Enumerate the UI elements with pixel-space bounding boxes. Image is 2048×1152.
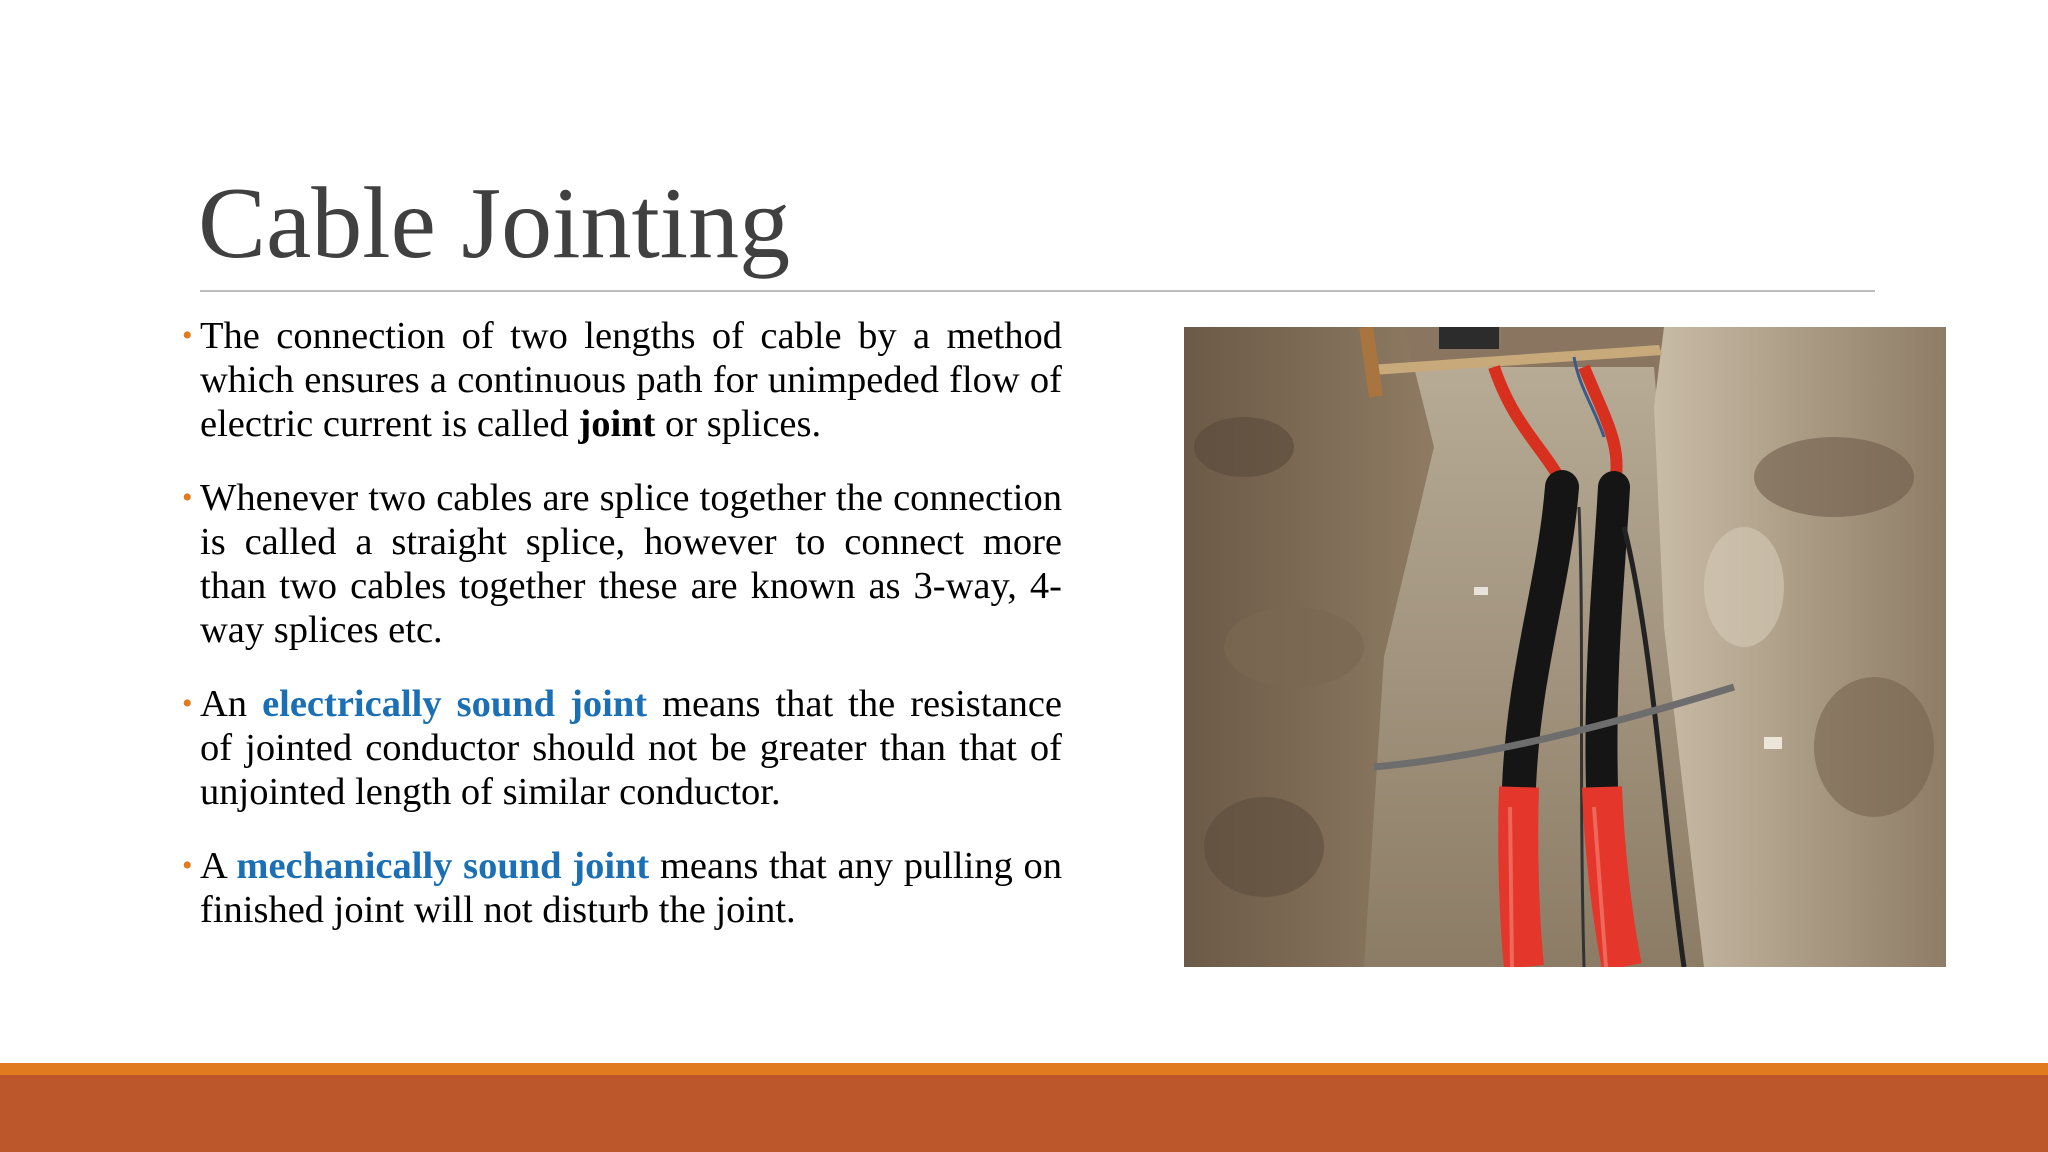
bullet-text-bold: joint xyxy=(578,403,656,445)
bullet-icon: • xyxy=(182,849,193,882)
bullet-icon: • xyxy=(182,481,193,514)
trench-cable-joint-photo-icon xyxy=(1184,327,1946,967)
bullet-text: An xyxy=(200,683,263,725)
bullet-text: or splices. xyxy=(655,403,822,445)
slide-title: Cable Jointing xyxy=(198,167,791,280)
bullet-icon: • xyxy=(182,687,193,720)
bullet-item xyxy=(182,476,1062,652)
bullet-text: means that the resistance of jointed conductor should not be greater than that of unjointed length of similar conductor. xyxy=(200,683,1062,813)
cable-joint-photo xyxy=(1184,327,1946,967)
title-divider xyxy=(200,290,1875,292)
bullet-text: A xyxy=(200,845,237,887)
bullet-text: The connection of two lengths of cable by a method which ensures a continuous path for unimpeded flow of electric current is called xyxy=(200,315,1062,445)
bullet-item xyxy=(182,314,1062,446)
bullet-list xyxy=(182,314,1062,962)
footer-band-orange xyxy=(0,1063,2048,1075)
footer-band-rust xyxy=(0,1075,2048,1152)
bullet-text-highlight: electrically sound joint xyxy=(262,683,648,725)
bullet-text: Whenever two cables are splice together the connection is called a straight splice, however to connect more than two cables together these are known as 3-way, 4-way splices etc. xyxy=(200,477,1062,651)
bullet-text: means that any pulling on finished joint will not disturb the joint. xyxy=(200,845,1063,931)
bullet-icon: • xyxy=(182,319,193,352)
bullet-item xyxy=(182,844,1062,932)
bullet-text-highlight: mechanically sound joint xyxy=(236,845,650,887)
bullet-item xyxy=(182,682,1062,814)
